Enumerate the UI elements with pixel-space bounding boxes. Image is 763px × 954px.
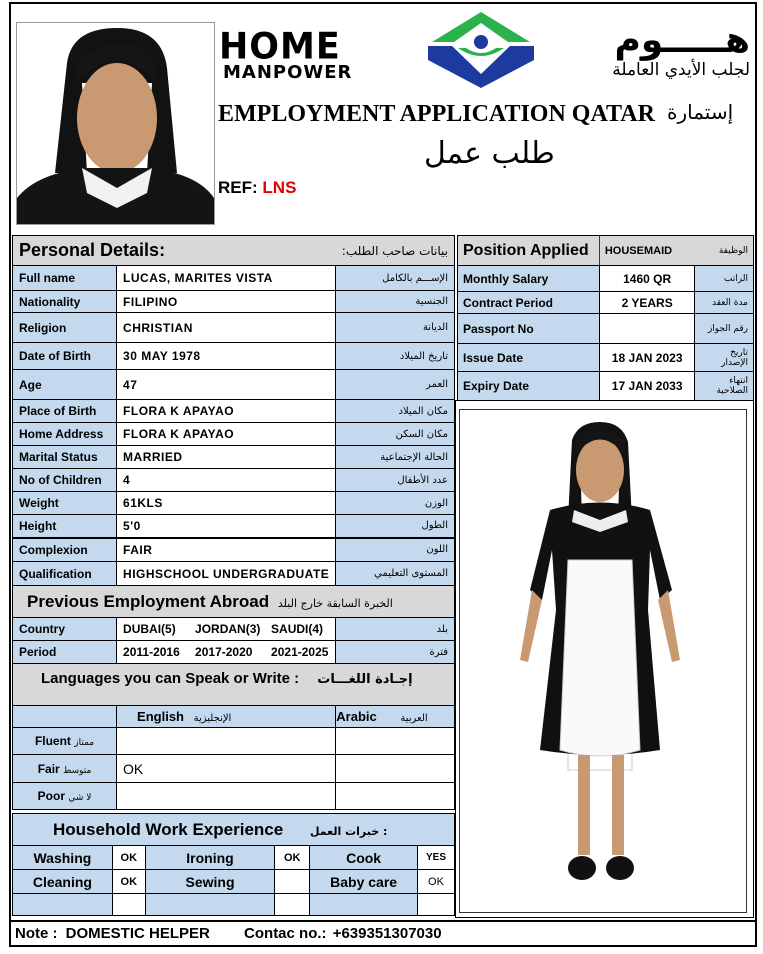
row-label: Contract Period bbox=[458, 292, 600, 314]
household-heading bbox=[13, 814, 455, 846]
skill-label: Cleaning bbox=[13, 870, 113, 894]
household-heading-text: Household Work Experience bbox=[53, 819, 284, 839]
level-label bbox=[13, 755, 117, 783]
row-label-arabic: مكان الميلاد bbox=[336, 400, 455, 423]
table-row bbox=[13, 641, 455, 664]
row-label-arabic: الوزن bbox=[336, 492, 455, 515]
contact-value: +639351307030 bbox=[332, 925, 442, 942]
row-label-arabic: الجنسية bbox=[336, 291, 455, 313]
languages-heading-arabic: إجـادة اللغـــات bbox=[317, 672, 413, 687]
blank-cell bbox=[145, 894, 275, 916]
row-label-arabic: تاريخ الميلاد bbox=[336, 343, 455, 370]
period-value: 2021-2025 bbox=[271, 645, 329, 659]
skill-value: OK bbox=[112, 846, 145, 870]
table-row bbox=[458, 344, 754, 372]
household-heading-row bbox=[13, 814, 455, 846]
note-label: Note : bbox=[15, 925, 58, 942]
skill-value: OK bbox=[112, 870, 145, 894]
position-value: HOUSEMAID bbox=[599, 236, 695, 266]
contact-label: Contac no.: bbox=[244, 925, 327, 942]
country-value: JORDAN(3) bbox=[195, 622, 261, 636]
table-row bbox=[13, 313, 455, 343]
row-label: Place of Birth bbox=[13, 400, 117, 423]
blank-cell bbox=[112, 894, 145, 916]
row-label: Height bbox=[13, 515, 117, 538]
row-label-arabic: رقم الجواز bbox=[695, 314, 754, 344]
row-label-arabic: الحالة الإجتماعية bbox=[336, 446, 455, 469]
blank-cell bbox=[417, 894, 454, 916]
english-level-value: OK bbox=[117, 755, 336, 783]
row-value: 2 YEARS bbox=[599, 292, 695, 314]
level-label bbox=[13, 783, 117, 810]
document-title-arabic-2: طلب عمل bbox=[424, 136, 555, 171]
position-heading-row bbox=[458, 236, 754, 266]
row-label: Religion bbox=[13, 313, 117, 343]
row-value: FILIPINO bbox=[117, 291, 336, 313]
row-value: FLORA K APAYAO bbox=[117, 400, 336, 423]
logo-english bbox=[219, 26, 411, 83]
table-row bbox=[13, 618, 455, 641]
blank-cell bbox=[310, 894, 418, 916]
household-row bbox=[13, 846, 455, 870]
previous-heading-text: Previous Employment Abroad bbox=[27, 591, 270, 611]
position-heading-arabic: الوظيفة bbox=[695, 236, 754, 266]
ref-value: LNS bbox=[262, 178, 297, 197]
skill-label: Washing bbox=[13, 846, 113, 870]
english-label: English bbox=[137, 709, 184, 724]
table-row bbox=[13, 446, 455, 469]
row-label-arabic: انتهاء الصلاحية bbox=[695, 372, 754, 401]
ref-label: REF: bbox=[218, 178, 258, 197]
level-text: Fluent bbox=[34, 734, 71, 748]
row-label: Passport No bbox=[458, 314, 600, 344]
period-value: 2017-2020 bbox=[195, 645, 253, 659]
row-label: Home Address bbox=[13, 423, 117, 446]
row-value bbox=[599, 314, 695, 344]
period-values bbox=[117, 641, 336, 664]
period-label: Period bbox=[13, 641, 117, 664]
row-label: Complexion bbox=[13, 538, 117, 562]
applicant-headshot-photo bbox=[16, 22, 215, 225]
row-value: 61KLS bbox=[117, 492, 336, 515]
household-row-blank bbox=[13, 894, 455, 916]
row-label-arabic: الديانة bbox=[336, 313, 455, 343]
country-value: DUBAI(5) bbox=[123, 622, 176, 636]
row-label: Marital Status bbox=[13, 446, 117, 469]
row-value: LUCAS, MARITES VISTA bbox=[117, 266, 336, 291]
table-row bbox=[458, 372, 754, 401]
household-heading-arabic: خبرات العمل : bbox=[309, 824, 388, 838]
table-row bbox=[13, 400, 455, 423]
table-row bbox=[458, 266, 754, 292]
logo-home-text: HOME bbox=[219, 26, 341, 69]
skill-label: Cook bbox=[310, 846, 418, 870]
skill-value: YES bbox=[417, 846, 454, 870]
period-value: 2011-2016 bbox=[123, 645, 180, 659]
table-row bbox=[13, 343, 455, 370]
level-text: Fair bbox=[37, 761, 60, 776]
blank-cell bbox=[13, 894, 113, 916]
reference bbox=[218, 178, 296, 198]
table-row bbox=[13, 469, 455, 492]
english-level-value bbox=[117, 728, 336, 755]
level-label bbox=[13, 728, 117, 755]
blank-cell bbox=[13, 706, 117, 728]
personal-heading: Personal Details: bbox=[13, 236, 336, 266]
logo-arabic bbox=[555, 22, 750, 80]
row-value: 1460 QR bbox=[599, 266, 695, 292]
skill-label: Ironing bbox=[145, 846, 275, 870]
personal-heading-row bbox=[13, 236, 455, 266]
row-value: 5'0 bbox=[117, 515, 336, 538]
table-row bbox=[13, 266, 455, 291]
arabic-label-arabic: العربية bbox=[400, 713, 428, 724]
row-label-arabic: مكان السكن bbox=[336, 423, 455, 446]
row-label: Full name bbox=[13, 266, 117, 291]
skill-label: Sewing bbox=[145, 870, 275, 894]
row-label-arabic: الطول bbox=[336, 515, 455, 538]
row-value: 47 bbox=[117, 370, 336, 400]
logo-arabic-name: هـــــوم bbox=[614, 20, 750, 61]
table-row bbox=[13, 291, 455, 313]
applicant-full-body-photo bbox=[459, 409, 747, 913]
position-heading: Position Applied bbox=[458, 236, 600, 266]
row-label-arabic: المستوى التعليمي bbox=[336, 562, 455, 586]
table-row bbox=[13, 492, 455, 515]
row-label-arabic: الإســـم بالكامل bbox=[336, 266, 455, 291]
footer-note bbox=[9, 920, 757, 947]
document-title-arabic: إستمارة bbox=[667, 100, 734, 124]
personal-details-table bbox=[12, 235, 455, 810]
row-value: 17 JAN 2033 bbox=[599, 372, 695, 401]
row-label: Nationality bbox=[13, 291, 117, 313]
skill-value: OK bbox=[417, 870, 454, 894]
skill-value bbox=[275, 870, 310, 894]
row-label: No of Children bbox=[13, 469, 117, 492]
previous-heading-arabic: الخبرة السابقة خارج البلد bbox=[277, 596, 393, 610]
arabic-header bbox=[336, 706, 455, 728]
english-header bbox=[117, 706, 336, 728]
skill-value: OK bbox=[275, 846, 310, 870]
personal-heading-arabic: بيانات صاحب الطلب: bbox=[336, 236, 455, 266]
row-label: Expiry Date bbox=[458, 372, 600, 401]
table-row bbox=[13, 370, 455, 400]
logo-arabic-tagline: لجلب الأيدي العاملة bbox=[612, 60, 750, 80]
household-row bbox=[13, 870, 455, 894]
position-table bbox=[457, 235, 754, 401]
row-label: Monthly Salary bbox=[458, 266, 600, 292]
row-value: CHRISTIAN bbox=[117, 313, 336, 343]
note-value: DOMESTIC HELPER bbox=[65, 925, 210, 942]
skill-label: Baby care bbox=[310, 870, 418, 894]
row-value: 30 MAY 1978 bbox=[117, 343, 336, 370]
country-label-arabic: بلد bbox=[336, 618, 455, 641]
row-label: Qualification bbox=[13, 562, 117, 586]
table-row bbox=[458, 314, 754, 344]
row-value: FAIR bbox=[117, 538, 336, 562]
country-value: SAUDI(4) bbox=[271, 622, 324, 636]
table-row bbox=[13, 515, 455, 538]
arabic-label: Arabic bbox=[336, 709, 377, 724]
previous-heading-row bbox=[13, 586, 455, 618]
arabic-level-value bbox=[336, 728, 455, 755]
logo-mark-icon bbox=[422, 12, 540, 88]
language-row bbox=[13, 783, 455, 810]
arabic-level-value bbox=[336, 755, 455, 783]
row-label-arabic: اللون bbox=[336, 538, 455, 562]
row-label: Date of Birth bbox=[13, 343, 117, 370]
table-row bbox=[458, 292, 754, 314]
level-text: Poor bbox=[37, 789, 65, 803]
row-label: Age bbox=[13, 370, 117, 400]
document-title: EMPLOYMENT APPLICATION QATAR bbox=[218, 101, 655, 127]
country-label: Country bbox=[13, 618, 117, 641]
row-value: 18 JAN 2023 bbox=[599, 344, 695, 372]
languages-heading-text: Languages you can Speak or Write : bbox=[41, 670, 300, 687]
english-level-value bbox=[117, 783, 336, 810]
level-text-arabic: ممتاز bbox=[74, 738, 95, 748]
country-values bbox=[117, 618, 336, 641]
previous-heading bbox=[13, 586, 455, 618]
row-value: 4 bbox=[117, 469, 336, 492]
table-row bbox=[13, 538, 455, 562]
table-row bbox=[13, 423, 455, 446]
level-text-arabic: لا شي bbox=[68, 793, 92, 803]
table-row bbox=[13, 562, 455, 586]
languages-heading-row bbox=[13, 664, 455, 706]
language-row bbox=[13, 728, 455, 755]
blank-cell bbox=[275, 894, 310, 916]
row-value: FLORA K APAYAO bbox=[117, 423, 336, 446]
row-label-arabic: مدة العقد bbox=[695, 292, 754, 314]
language-row bbox=[13, 755, 455, 783]
row-label-arabic: تاريخ الإصدار bbox=[695, 344, 754, 372]
household-table bbox=[12, 813, 455, 916]
level-text-arabic: متوسط bbox=[63, 765, 92, 776]
row-label: Issue Date bbox=[458, 344, 600, 372]
row-label-arabic: الراتب bbox=[695, 266, 754, 292]
arabic-level-value bbox=[336, 783, 455, 810]
row-value: HIGHSCHOOL UNDERGRADUATE bbox=[117, 562, 336, 586]
languages-col-header bbox=[13, 706, 455, 728]
row-value: MARRIED bbox=[117, 446, 336, 469]
row-label-arabic: عدد الأطفال bbox=[336, 469, 455, 492]
english-label-arabic: الإنجليزية bbox=[193, 713, 232, 724]
row-label: Weight bbox=[13, 492, 117, 515]
languages-heading bbox=[13, 664, 455, 706]
row-label-arabic: العمر bbox=[336, 370, 455, 400]
logo-manpower-text: MANPOWER bbox=[223, 62, 353, 83]
period-label-arabic: فترة bbox=[336, 641, 455, 664]
